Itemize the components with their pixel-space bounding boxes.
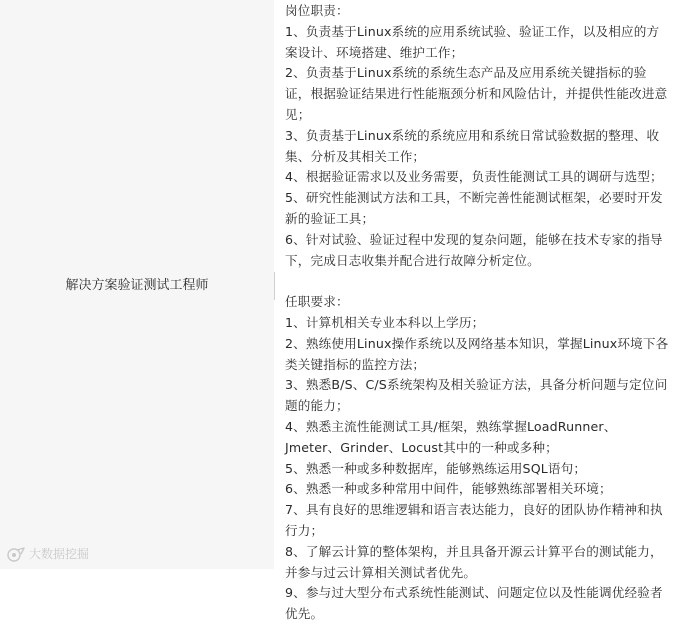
responsibility-item: 1、负责基于Linux系统的应用系统试验、验证工作，以及相应的方案设计、环境搭建、维护工作；	[285, 23, 660, 60]
responsibility-item: 6、针对试验、验证过程中发现的复杂问题，能够在技术专家的指导下，完成日志收集并配合进行故障分析定位。	[285, 231, 663, 268]
responsibility-item: 4、根据验证需求以及业务需要，负责性能测试工具的调研与选型；	[285, 169, 663, 185]
watermark	[6, 546, 89, 562]
responsibility-item: 3、负责基于Linux系统的系统应用和系统日常试验数据的整理、收集、分析及其相关工作；	[285, 127, 660, 164]
section-spacer	[285, 271, 669, 292]
requirement-item: 3、熟悉B/S、C/S系统架构及相关验证方法，具备分析问题与定位问题的能力；	[285, 377, 668, 414]
requirement-item: 8、了解云计算的整体架构，并且具备开源云计算平台的测试能力，并参与过云计算相关测试者优先。	[285, 543, 663, 580]
responsibilities-heading: 岗位职责：	[285, 3, 349, 18]
requirement-item: 7、具有良好的思维逻辑和语言表达能力，良好的团队协作精神和执行力；	[285, 502, 663, 538]
watermark-text: 大数据挖掘	[29, 547, 90, 561]
requirement-item: 4、熟悉主流性能测试工具/框架，熟练掌握LoadRunner、Jmeter、Grinder、Locust其中的一种或多种；	[285, 418, 617, 455]
role-title: 解决方案验证测试工程师	[65, 278, 209, 293]
responsibility-item: 2、负责基于Linux系统的系统生态产品及应用系统关键指标的验证，根据验证结果进行性能瓶颈分析和风险估计，并提供性能改进意见；	[285, 65, 668, 122]
requirement-item: 9、参与过大型分布式系统性能测试、问题定位以及性能调优经验者优先。	[285, 585, 663, 622]
description-column	[285, 1, 669, 625]
requirements-list	[285, 313, 669, 625]
role-column	[0, 0, 274, 569]
requirements-heading: 任职要求：	[285, 294, 349, 310]
requirement-item: 2、熟练使用Linux操作系统以及网络基本知识，掌握Linux环境下各类关键指标的监控方法；	[285, 335, 669, 372]
column-divider	[274, 272, 275, 300]
requirement-item: 6、熟悉一种或多种常用中间件，能够熟练部署相关环境；	[285, 481, 612, 497]
responsibilities-list	[285, 22, 669, 272]
requirement-item: 5、熟悉一种或多种数据库，能够熟练运用SQL语句；	[285, 460, 587, 476]
responsibility-item: 5、研究性能测试方法和工具，不断完善性能测试框架，必要时开发新的验证工具；	[285, 190, 663, 226]
watermark-logo-icon	[6, 546, 26, 562]
requirement-item: 1、计算机相关专业本科以上学历；	[285, 314, 485, 330]
